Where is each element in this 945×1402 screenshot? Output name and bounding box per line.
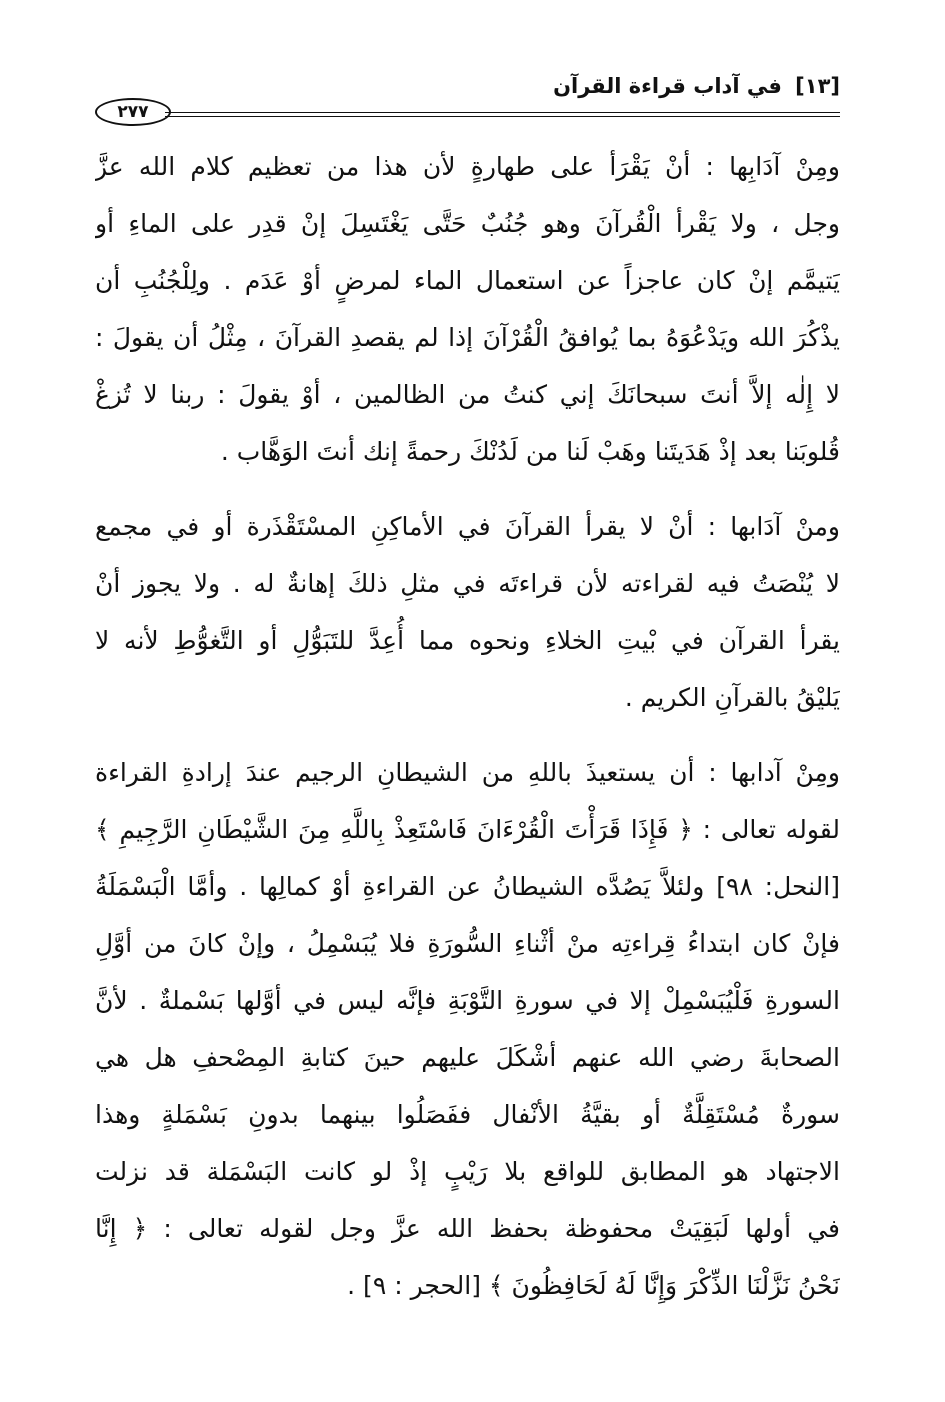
text-line: قُلوبَنا بعد إذْ هَدَيتَنا وهَبْ لَنا من لَدُنْكَ رحمةً إنك أنتَ الوَهَّاب . <box>220 437 840 466</box>
text-line: ومنْ آدَابها : أنْ لا يقرأ القرآنَ في الأماكِنِ المسْتَقْذَرة أو في مجمع <box>95 512 840 541</box>
text-line: يذْكُرَ الله ويَدْعُوَهُ بما يُوافقُ الْقُرْآنَ إذا لم يقصدِ القرآنَ ، مِثْلُ أن يقولَ : <box>95 323 840 352</box>
text-line: لا إِلٰه إلاَّ أنتَ سبحانَكَ إني كنتُ من الظالمين ، أوْ يقولَ : ربنا لا تُزغْ <box>95 380 840 409</box>
text-line: لا يُنْصَتُ فيه لقراءته لأن قراءتَه في مثلِ ذلكَ إهانةٌ له . ولا يجوز أنْ <box>95 569 840 598</box>
chapter-title: في آداب قراءة القرآن <box>553 74 782 98</box>
text-line: الاجتهاد هو المطابق للواقع بلا رَيْبٍ إذْ لو كانت البَسْمَلة قد نزلت <box>95 1157 840 1186</box>
text-line: يَتيمَّم إنْ كان عاجزاً عن استعمال الماء لمرضٍ أوْ عَدَم . ولِلْجُنُبِ أن <box>95 266 840 295</box>
header-rule <box>165 112 840 117</box>
text-line: سورةٌ مُسْتَقِلَّةٌ أو بقيَّةُ الأنْفال ففَصَلُوا بينهما بدونِ بَسْمَلةٍ وهذا <box>95 1100 840 1129</box>
paragraph-gap <box>95 726 840 744</box>
text-line: ومِنْ آدابها : أن يستعيذَ باللهِ من الشيطانِ الرجيم عندَ إرادةِ القراءة <box>95 758 840 787</box>
text-line: فإنْ كان ابتداءُ قِراءتِه منْ أثْناءِ السُّورَةِ فلا يُبَسْمِلُ ، وإنْ كانَ من أوَّلِ <box>95 929 840 958</box>
text-line: وجل ، ولا يَقْرأ الْقُرآنَ وهو جُنُبٌ حَتَّى يَغْتَسِلَ إنْ قدِر على الماءِ أو <box>95 209 840 238</box>
chapter-number: [١٣] <box>795 74 840 98</box>
text-line: يَليْقُ بالقرآنِ الكريم . <box>624 683 840 712</box>
text-line: يقرأ القرآن في بْيتِ الخلاءِ ونحوه مما أُعِدَّ للتَبَوُّلِ أو التَّغوُّطِ لأنه لا <box>95 626 840 655</box>
quran-verse-line: لقوله تعالى : ﴿ فَإِذَا قَرَأْتَ الْقُرْءَانَ فَاسْتَعِذْ بِاللَّهِ مِنَ الشَّيْطَانِ الرَّجِيمِ ﴾ <box>95 815 840 844</box>
text-line: في أولها لَبَقِيَتْ محفوظة بحفظ الله عزَّ وجل لقوله تعالى : ﴿ إِنَّا <box>95 1214 840 1243</box>
paragraph-places <box>95 498 840 726</box>
page-number: ٢٧٧ <box>95 98 171 126</box>
paragraph-purity <box>95 138 840 480</box>
running-header <box>95 70 840 126</box>
text-line: السورةِ فَلْيُبَسْمِلْ إلا في سورةِ التَّوْبَةِ فإنَّه ليس في أوَّلها بَسْملةٌ . لأنَّ <box>95 986 840 1015</box>
page-body <box>95 138 840 1314</box>
paragraph-isti'adha <box>95 744 840 1314</box>
paragraph-gap <box>95 480 840 498</box>
text-line: الصحابةَ رضي الله عنهم أشْكَلَ عليهم حينَ كتابةِ المِصْحفِ هل هي <box>95 1043 840 1072</box>
text-line: [النحل: ٩٨] ولئلاَّ يَصُدَّه الشيطانُ عن القراءةِ أوْ كمالِها . وأمَّا الْبَسْمَلَةُ <box>95 872 840 901</box>
quran-verse-line: نَحْنُ نَزَّلْنَا الذِّكْرَ وَإِنَّا لَهُ لَحَافِظُونَ ﴾ [الحجر : ٩] . <box>347 1271 840 1300</box>
text-line: ومِنْ آدَابِها : أنْ يَقْرَأ على طهارةٍ لأن هذا من تعظيم كلام الله عزَّ <box>95 152 840 181</box>
chapter-heading <box>553 74 840 98</box>
